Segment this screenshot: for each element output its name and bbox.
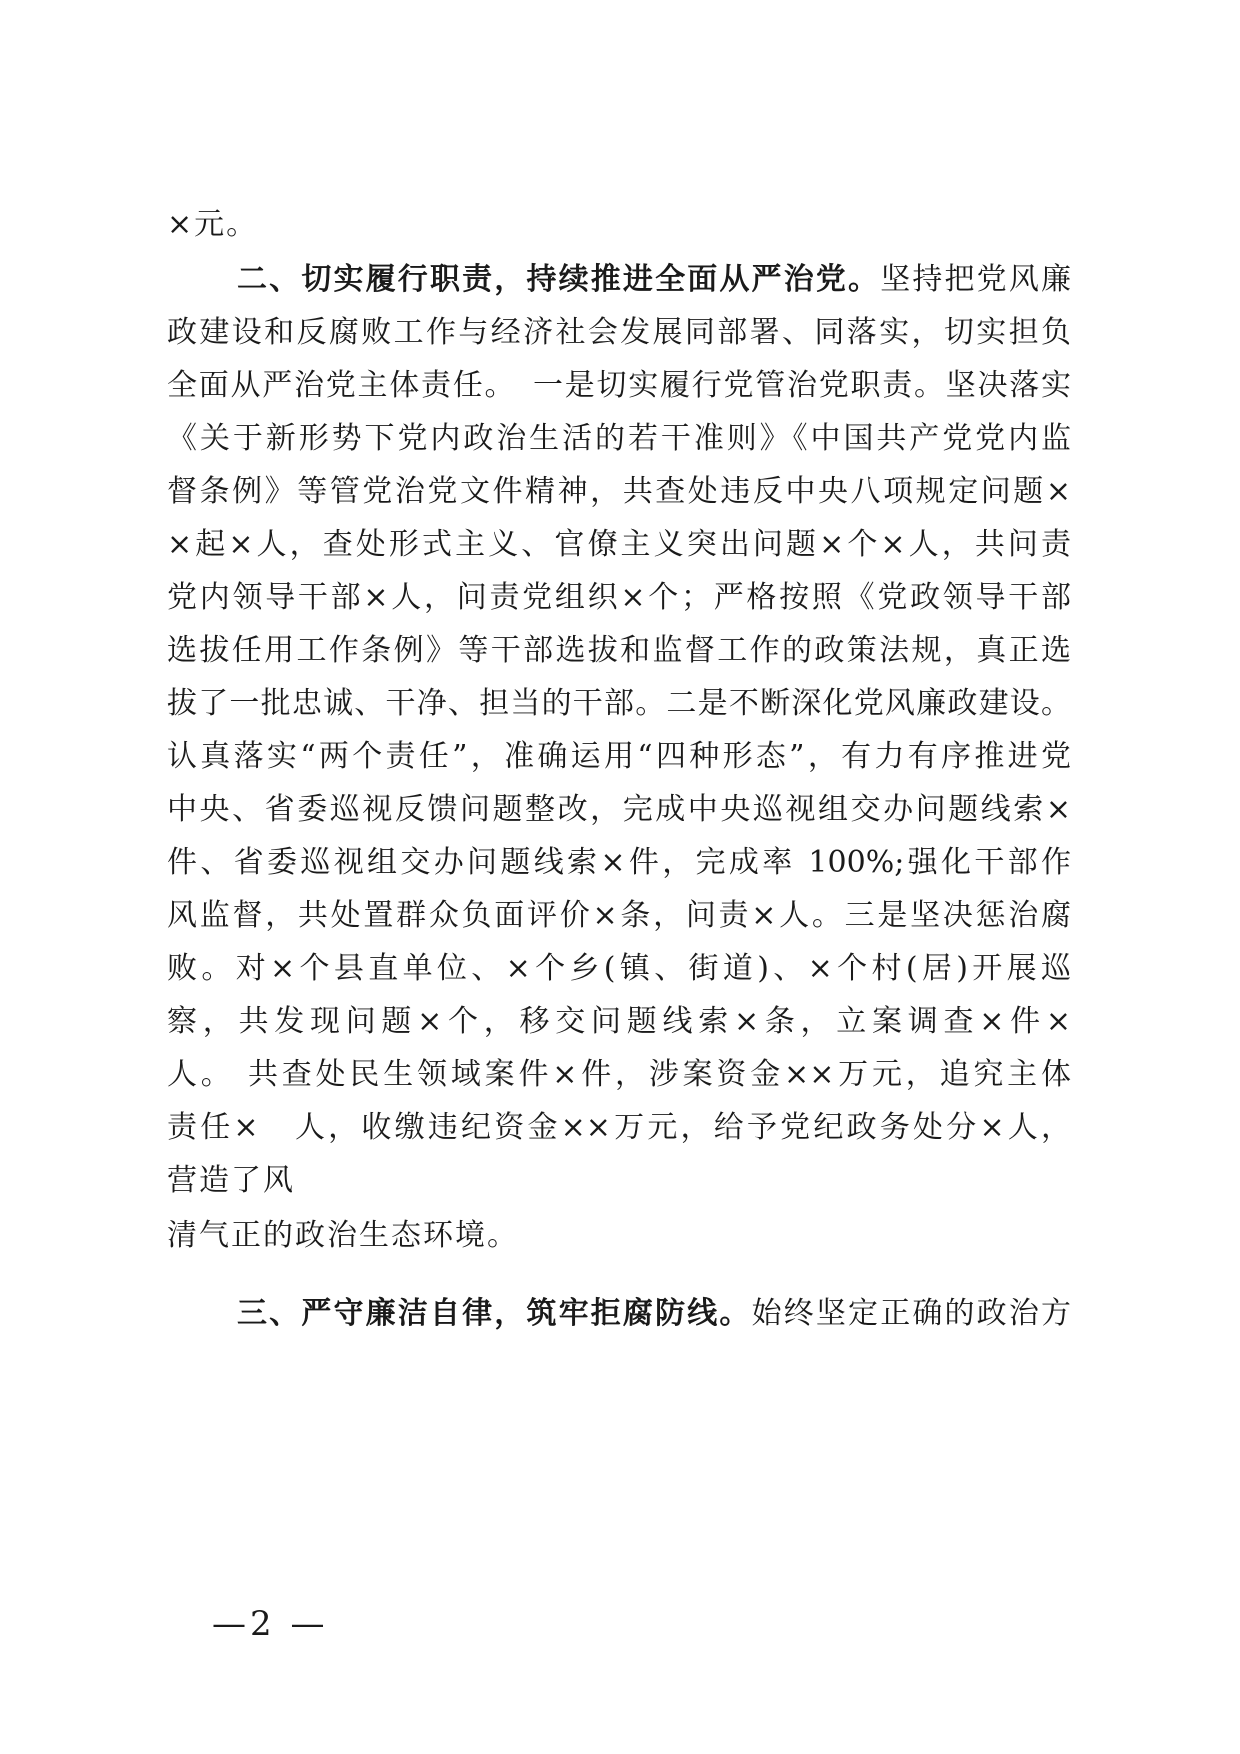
- text-line-8: 党内领导干部×人，问责党组织×个；严格按照《党政领导干部: [167, 580, 1071, 615]
- text-line-11: 认真落实“两个责任”，准确运用“四种形态”，有力有序推进党: [167, 739, 1071, 774]
- text-line-15: 败。对×个县直单位、×个乡(镇、街道)、×个村(居)开展巡: [167, 951, 1071, 986]
- text-line-18: 责任× 人，收缴违纪资金××万元，给予党纪政务处分×人，: [167, 1110, 1071, 1145]
- text-line-14: 风监督，共处置群众负面评价×条，问责×人。三是坚决惩治腐: [167, 898, 1071, 933]
- text-line-19: 营造了风: [167, 1163, 295, 1198]
- text-line-9: 选拔任用工作条例》等干部选拔和监督工作的政策法规，真正选: [167, 633, 1071, 668]
- text-line-20: 清气正的政治生态环境。: [167, 1218, 519, 1253]
- section-2-first-line: [237, 260, 1071, 300]
- page-number: —2 —: [212, 1604, 329, 1644]
- text-line-7: ×起×人，查处形式主义、官僚主义突出问题×个×人，共问责: [167, 527, 1071, 562]
- text-line-10: 拔了一批忠诚、干净、担当的干部。二是不断深化党风廉政建设。: [167, 686, 1071, 721]
- text-line-3: 政建设和反腐败工作与经济社会发展同部署、同落实，切实担负: [167, 315, 1071, 350]
- text-line-4: 全面从严治党主体责任。 一是切实履行党管治党职责。坚决落实: [167, 368, 1071, 403]
- text-line-12: 中央、省委巡视反馈问题整改，完成中央巡视组交办问题线索×: [167, 792, 1071, 827]
- text-line-13: 件、省委巡视组交办问题线索×件，完成率 100%;强化干部作: [167, 845, 1071, 880]
- text-line-1: ×元。: [167, 207, 259, 242]
- section-2-lead-text: 坚持把党风廉: [880, 262, 1072, 297]
- text-line-6: 督条例》等管党治党文件精神，共查处违反中央八项规定问题×: [167, 474, 1071, 509]
- section-2-heading: 二、切实履行职责，持续推进全面从严治党。: [237, 262, 881, 297]
- text-line-17: 人。 共查处民生领域案件×件，涉案资金××万元，追究主体: [167, 1057, 1071, 1092]
- section-3-heading: 三、严守廉洁自律，筑牢拒腐防线。: [237, 1296, 752, 1331]
- section-3-lead-text: 始终坚定正确的政治方: [751, 1296, 1072, 1331]
- section-3-first-line: [237, 1294, 1071, 1334]
- text-line-16: 察，共发现问题×个，移交问题线索×条，立案调查×件×: [167, 1004, 1071, 1039]
- text-line-5: 《关于新形势下党内政治生活的若干准则》《中国共产党党内监: [167, 421, 1071, 456]
